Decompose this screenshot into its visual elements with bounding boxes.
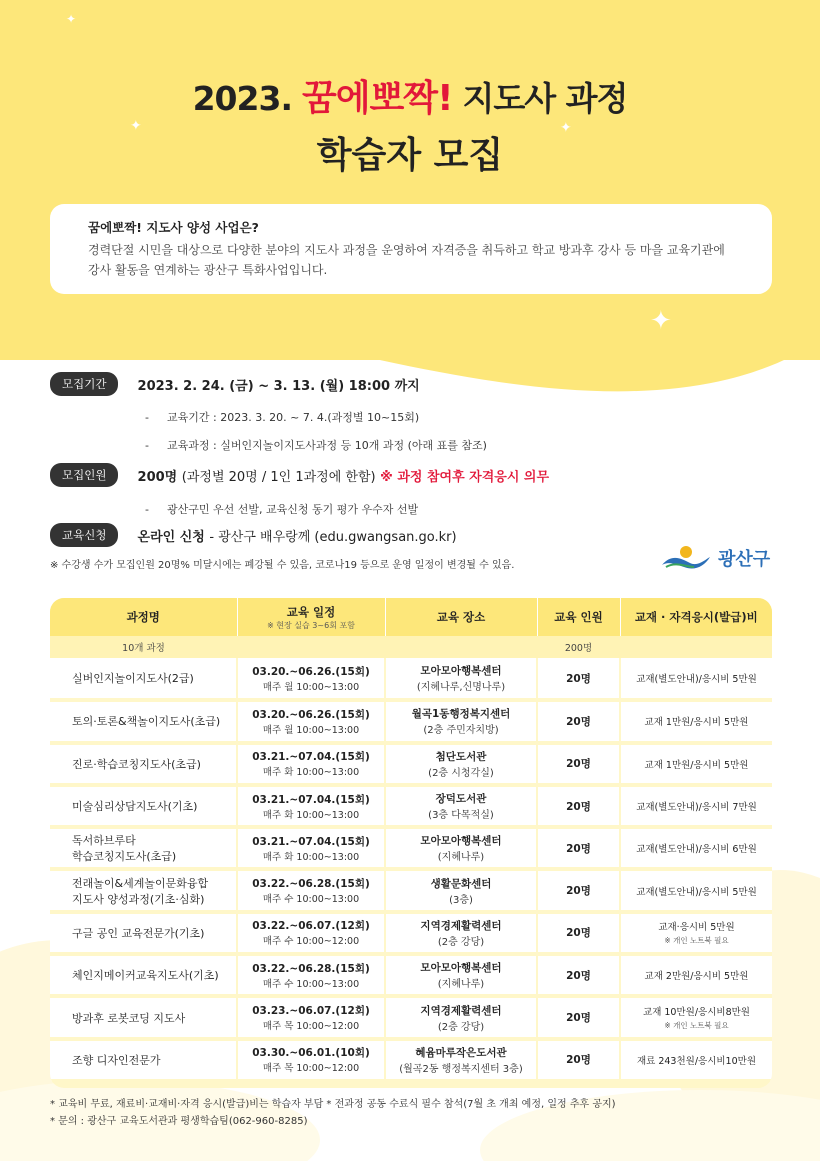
course-name	[50, 700, 237, 742]
header-course: 과정명	[50, 598, 237, 636]
period-main: 2023. 2. 24. (금) ~ 3. 13. (월) 18:00 까지	[137, 378, 420, 394]
schedule-date: 03.21.~07.04.(15회)	[252, 793, 370, 806]
course-name-line: 미술심리상담지도사(기초)	[72, 800, 198, 814]
page-title	[0, 70, 820, 178]
schedule-time: 매주 수 10:00~12:00	[262, 936, 360, 948]
schedule-date: 03.20.~06.26.(15회)	[252, 665, 370, 678]
course-count: 20명	[537, 869, 620, 911]
subhead-course: 10개 과정	[50, 636, 237, 658]
fee-text: 교재(별도안내)/응시비 5만원	[636, 674, 757, 686]
course-count: 20명	[537, 658, 620, 700]
apply-link[interactable]: - 광산구 배우랑께 (edu.gwangsan.go.kr)	[209, 529, 457, 545]
schedule-date: 03.30.~06.01.(10회)	[252, 1047, 370, 1060]
footnote-1: * 교육비 무료, 재료비·교재비·자격 응시(발급)비는 학습자 부담 * 전과정 공동 수료식 필수 참석(7월 초 개최 예정, 일정 추후 공지)	[50, 1099, 616, 1110]
place-name: 모아모아행복센터	[420, 962, 502, 975]
header-schedule-label: 교육 일정	[286, 604, 336, 619]
fee-text: 교재 2만원/응시비 5만원	[644, 971, 749, 983]
course-table	[50, 598, 772, 1088]
sparkle-icon: ✦	[66, 12, 77, 26]
schedule-date: 03.22.~06.28.(15회)	[252, 878, 370, 891]
section-apply	[50, 523, 457, 547]
gwangsan-logo-icon	[660, 545, 712, 571]
place-name: 지역경제활력센터	[420, 1004, 502, 1017]
schedule-time: 매주 수 10:00~13:00	[262, 894, 360, 906]
notice-text: ※ 수강생 수가 모집인원 20명% 미달시에는 폐강될 수 있음, 코로나19 등으로 운영 일정이 변경될 수 있음.	[50, 560, 515, 571]
place-detail: (지혜나루)	[437, 852, 485, 864]
intro-description	[88, 240, 734, 280]
course-fee	[620, 1039, 772, 1081]
place-detail: (3층)	[449, 894, 473, 906]
table-row	[50, 954, 772, 996]
course-name-line: 조향 디자인전문가	[72, 1053, 161, 1067]
fee-note: ※ 개인 노트북 필요	[664, 936, 729, 946]
course-schedule	[237, 869, 385, 911]
course-schedule	[237, 658, 385, 700]
place-detail: (2층 시청각실)	[428, 767, 494, 779]
course-schedule	[237, 827, 385, 869]
course-name	[50, 743, 237, 785]
course-count: 20명	[537, 785, 620, 827]
header-count: 교육 인원	[537, 598, 620, 636]
table-row	[50, 785, 772, 827]
course-name-line: 실버인지놀이지도사(2급)	[72, 672, 194, 686]
place-name: 생활문화센터	[430, 877, 492, 890]
schedule-time: 매주 화 10:00~13:00	[262, 851, 360, 863]
course-place	[385, 743, 537, 785]
course-schedule	[237, 700, 385, 742]
header-place: 교육 장소	[385, 598, 537, 636]
course-name-line: 학습코칭지도사(초급)	[72, 850, 177, 864]
course-name-line: 독서하브루타	[72, 834, 136, 848]
footnote-2: * 문의 : 광산구 교육도서관과 평생학습팀(062-960-8285)	[50, 1116, 308, 1127]
course-place	[385, 869, 537, 911]
apply-method: 온라인 신청	[137, 529, 205, 545]
fee-text: 교재·응시비 5만원	[658, 922, 735, 934]
course-schedule	[237, 912, 385, 954]
schedule-date: 03.22.~06.28.(15회)	[252, 962, 370, 975]
header-schedule	[237, 598, 385, 636]
course-fee	[620, 700, 772, 742]
fee-text: 교재(별도안내)/응시비 6만원	[636, 844, 757, 856]
place-name: 장덕도서관	[435, 793, 487, 806]
intro-line2: 강사 활동을 연계하는 광산구 특화사업입니다.	[88, 263, 328, 277]
place-detail: (3층 다목적실)	[428, 810, 494, 822]
table-row	[50, 912, 772, 954]
course-place	[385, 785, 537, 827]
course-fee	[620, 785, 772, 827]
section-people: 모집인원 200명 (과정별 20명 / 1인 1과정에 한함) ※ 과정 참여후 자격응시 의무 - 광산구민 우선 선발, 교육신청 동기 평가 우수자 선발	[50, 463, 549, 517]
place-name: 혜윰마루작은도서관	[415, 1046, 507, 1059]
subhead-count: 200명	[537, 636, 620, 658]
place-name: 월곡1동행정복지센터	[411, 708, 511, 721]
title-suffix: 지도사 과정	[462, 79, 628, 118]
place-detail: (지혜나루,신명나루)	[416, 682, 506, 694]
table-row	[50, 700, 772, 742]
course-count: 20명	[537, 700, 620, 742]
schedule-date: 03.20.~06.26.(15회)	[252, 708, 370, 721]
sparkle-icon: ✦	[650, 306, 672, 336]
apply-main	[138, 526, 457, 545]
title-line2: 학습자 모집	[316, 135, 504, 176]
fee-text: 교재 1만원/응시비 5만원	[644, 759, 749, 771]
sparkle-icon: ✦	[130, 118, 142, 134]
table-row	[50, 658, 772, 700]
period-sub1: 교육기간 : 2023. 3. 20. ~ 7. 4.(과정별 10~15회)	[167, 411, 420, 424]
course-name	[50, 1039, 237, 1081]
course-name-line: 진로·학습코칭지도사(초급)	[72, 757, 201, 771]
intro-line1: 경력단절 시민을 대상으로 다양한 분야의 지도사 과정을 운영하여 자격증을 취득하고 학교 방과후 강사 등 마을 교육기관에	[88, 243, 725, 257]
course-place	[385, 996, 537, 1038]
fee-text: 교재(별도안내)/응시비 7만원	[636, 802, 757, 814]
course-fee	[620, 827, 772, 869]
course-count: 20명	[537, 827, 620, 869]
course-name	[50, 827, 237, 869]
schedule-time: 매주 화 10:00~13:00	[262, 809, 360, 821]
schedule-time: 매주 월 10:00~13:00	[262, 724, 360, 736]
course-name	[50, 658, 237, 700]
course-place	[385, 1039, 537, 1081]
place-name: 첨단도서관	[435, 750, 487, 763]
place-name: 모아모아행복센터	[420, 665, 502, 678]
apply-label: 교육신청	[50, 523, 118, 547]
header-fee: 교재 · 자격응시(발급)비	[620, 598, 772, 636]
table-row	[50, 743, 772, 785]
people-main	[138, 466, 550, 485]
people-sub1: 광산구민 우선 선발, 교육신청 동기 평가 우수자 선발	[167, 503, 419, 516]
course-place	[385, 700, 537, 742]
course-name	[50, 869, 237, 911]
course-count: 20명	[537, 1039, 620, 1081]
place-detail: (월곡2동 행정복지센터 3층)	[399, 1063, 523, 1075]
course-name-line: 전래놀이&세계놀이문화융합	[72, 876, 209, 890]
people-warning: ※ 과정 참여후 자격응시 의무	[380, 469, 550, 485]
course-place	[385, 912, 537, 954]
title-prefix: 2023.	[192, 79, 292, 118]
people-count: 200명	[137, 469, 178, 485]
schedule-time: 매주 목 10:00~12:00	[262, 1063, 360, 1075]
place-detail: (2층 주민자치방)	[423, 725, 499, 737]
people-label: 모집인원	[50, 463, 118, 487]
table-row	[50, 827, 772, 869]
logo-text: 광산구	[718, 549, 771, 570]
schedule-time: 매주 목 10:00~12:00	[262, 1021, 360, 1033]
course-name	[50, 785, 237, 827]
course-name-line: 지도사 양성과정(기초·심화)	[72, 892, 205, 906]
fee-text: 교재(별도안내)/응시비 5만원	[636, 886, 757, 898]
schedule-time: 매주 수 10:00~13:00	[262, 978, 360, 990]
header-schedule-note: ※ 현장 실습 3~6회 포함	[267, 620, 355, 630]
footnotes	[50, 1096, 616, 1130]
course-schedule	[237, 954, 385, 996]
course-place	[385, 954, 537, 996]
section-period: 모집기간 2023. 2. 24. (금) ~ 3. 13. (월) 18:00 까지 - 교육기간 : 2023. 3. 20. ~ 7. 4.(과정별 10~15회) - 교육과정 : 실버인지놀이지도사과정 등 10개 과정 (아래 표를 참조)	[50, 372, 487, 453]
gwangsan-logo	[660, 545, 770, 571]
course-fee	[620, 996, 772, 1038]
fee-note: ※ 개인 노트북 필요	[664, 1021, 729, 1031]
people-detail: (과정별 20명 / 1인 1과정에 한함)	[181, 469, 376, 485]
period-label: 모집기간	[50, 372, 118, 396]
course-count: 20명	[537, 912, 620, 954]
course-count: 20명	[537, 996, 620, 1038]
place-name: 지역경제활력센터	[420, 919, 502, 932]
course-name	[50, 996, 237, 1038]
place-detail: (2층 강당)	[437, 936, 485, 948]
sparkle-icon: ✦	[560, 120, 572, 136]
course-name-line: 토의·토론&책놀이지도사(초급)	[72, 715, 221, 729]
fee-text: 재료 243천원/응시비10만원	[636, 1055, 757, 1067]
course-name-line: 방과후 로봇코딩 지도사	[72, 1011, 186, 1025]
intro-box	[50, 204, 772, 294]
course-count: 20명	[537, 954, 620, 996]
course-name-line: 구글 공인 교육전문가(기초)	[72, 926, 205, 940]
course-name	[50, 954, 237, 996]
schedule-date: 03.23.~06.07.(12회)	[252, 1005, 370, 1018]
course-name	[50, 912, 237, 954]
schedule-time: 매주 월 10:00~13:00	[262, 681, 360, 693]
course-schedule	[237, 785, 385, 827]
schedule-date: 03.21.~07.04.(15회)	[252, 835, 370, 848]
course-schedule	[237, 743, 385, 785]
course-schedule	[237, 1039, 385, 1081]
schedule-time: 매주 화 10:00~13:00	[262, 767, 360, 779]
course-fee	[620, 869, 772, 911]
brand-logo-text: 꿈에뽀짝!	[301, 78, 453, 119]
course-fee	[620, 658, 772, 700]
place-name: 모아모아행복센터	[420, 835, 502, 848]
fee-text: 교재 10만원/응시비8만원	[643, 1007, 750, 1019]
fee-text: 교재 1만원/응시비 5만원	[644, 717, 749, 729]
table-row	[50, 1039, 772, 1081]
intro-question: 꿈에뽀짝! 지도사 양성 사업은?	[88, 220, 259, 235]
schedule-date: 03.22.~06.07.(12회)	[252, 920, 370, 933]
course-count: 20명	[537, 743, 620, 785]
course-place	[385, 827, 537, 869]
table-row	[50, 996, 772, 1038]
course-schedule	[237, 996, 385, 1038]
schedule-date: 03.21.~07.04.(15회)	[252, 751, 370, 764]
course-fee	[620, 912, 772, 954]
course-fee	[620, 743, 772, 785]
course-place	[385, 658, 537, 700]
course-fee	[620, 954, 772, 996]
period-sub2: 교육과정 : 실버인지놀이지도사과정 등 10개 과정 (아래 표를 참조)	[167, 439, 487, 452]
table-row	[50, 869, 772, 911]
place-detail: (2층 강당)	[437, 1021, 485, 1033]
place-detail: (지혜나루)	[437, 979, 485, 991]
course-name-line: 체인지메이커교육지도사(기초)	[72, 969, 219, 983]
